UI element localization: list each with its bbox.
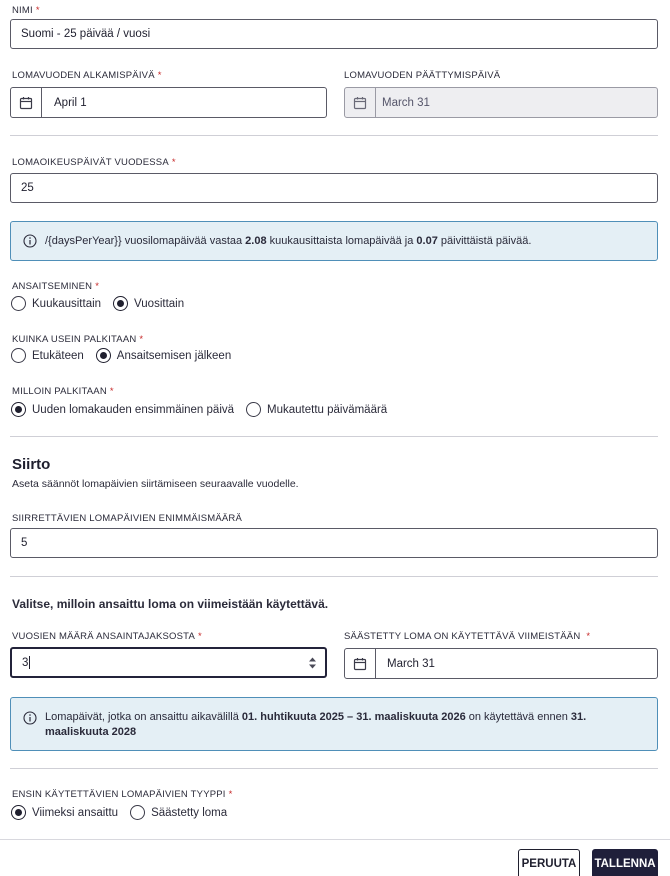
year-start-date-picker[interactable]: April 1	[10, 87, 327, 118]
carryover-max-input[interactable]: 5	[10, 528, 658, 558]
radio-saved-leave[interactable]: Säästetty loma	[130, 805, 227, 820]
year-start-label: LOMAVUODEN ALKAMISPÄIVÄ *	[12, 70, 162, 81]
stepper-arrows-icon[interactable]	[308, 656, 317, 670]
info-icon	[23, 234, 37, 248]
pay-frequency-label: KUINKA USEIN PALKITAAN *	[12, 334, 144, 345]
radio-latest-earned[interactable]: Viimeksi ansaittu	[11, 805, 118, 820]
form-footer	[0, 839, 670, 876]
radio-custom-date[interactable]: Mukautettu päivämäärä	[246, 402, 387, 417]
radio-in-advance[interactable]: Etukäteen	[11, 348, 84, 363]
divider	[10, 768, 658, 769]
radio-yearly[interactable]: Vuosittain	[113, 296, 184, 311]
accrual-label: ANSAITSEMINEN *	[12, 281, 100, 292]
usage-type-radio-group	[11, 805, 239, 820]
divider	[10, 135, 658, 136]
divider	[10, 436, 658, 437]
usage-info-text: Lomapäivät, jotka on ansaittu aikavälillä 01. huhtikuuta 2025 – 31. maaliskuuta 2026 on käytettävä ennen 31. maaliskuuta 2028	[45, 711, 587, 738]
accrual-radio-group	[11, 296, 196, 311]
radio-first-day[interactable]: Uuden lomakauden ensimmäinen päivä	[11, 402, 234, 417]
days-per-year-input[interactable]: 25	[10, 173, 658, 203]
carryover-description: Aseta säännöt lomapäivien siirtämiseen seuraavalle vuodelle.	[12, 478, 299, 490]
pay-frequency-radio-group	[11, 348, 243, 363]
calendar-icon[interactable]	[11, 88, 42, 117]
pay-when-radio-group	[11, 402, 399, 417]
usage-title: Valitse, milloin ansaittu loma on viimeistään käytettävä.	[12, 597, 329, 611]
calendar-icon	[345, 88, 376, 117]
saved-by-date-picker[interactable]: March 31	[344, 648, 658, 679]
usage-info-box	[10, 697, 658, 751]
pay-when-label: MILLOIN PALKITAAN *	[12, 386, 114, 397]
accrual-info-box	[10, 221, 658, 261]
divider	[10, 576, 658, 577]
radio-monthly[interactable]: Kuukausittain	[11, 296, 101, 311]
carryover-title: Siirto	[12, 456, 51, 473]
name-input[interactable]: Suomi - 25 päivää / vuosi	[10, 19, 658, 49]
info-icon	[23, 711, 37, 725]
save-button[interactable]: TALLENNA	[592, 849, 658, 876]
usage-type-label: ENSIN KÄYTETTÄVIEN LOMAPÄIVIEN TYYPPI *	[12, 789, 233, 800]
text-cursor	[29, 656, 30, 669]
calendar-icon[interactable]	[345, 649, 376, 678]
year-end-label: LOMAVUODEN PÄÄTTYMISPÄIVÄ	[344, 70, 501, 81]
carryover-max-label: SIIRRETTÄVIEN LOMAPÄIVIEN ENIMMÄISMÄÄRÄ	[12, 513, 243, 524]
years-label: VUOSIEN MÄÄRÄ ANSAINTAJAKSOSTA *	[12, 631, 202, 642]
days-per-year-label: LOMAOIKEUSPÄIVÄT VUODESSA *	[12, 157, 176, 168]
years-number-input[interactable]: 3	[10, 647, 327, 678]
saved-by-label: SÄÄSTETTY LOMA ON KÄYTETTÄVÄ VIIMEISTÄÄN *	[344, 631, 591, 642]
cancel-button[interactable]: PERUUTA	[518, 849, 580, 876]
name-label: NIMI *	[12, 5, 40, 16]
accrual-info-text: /{daysPerYear}} vuosilomapäivää vastaa 2.08 kuukausittaista lomapäivää ja 0.07 päivittäistä päivää.	[45, 235, 532, 247]
year-end-date-picker: March 31	[344, 87, 658, 118]
radio-after-accrual[interactable]: Ansaitsemisen jälkeen	[96, 348, 231, 363]
